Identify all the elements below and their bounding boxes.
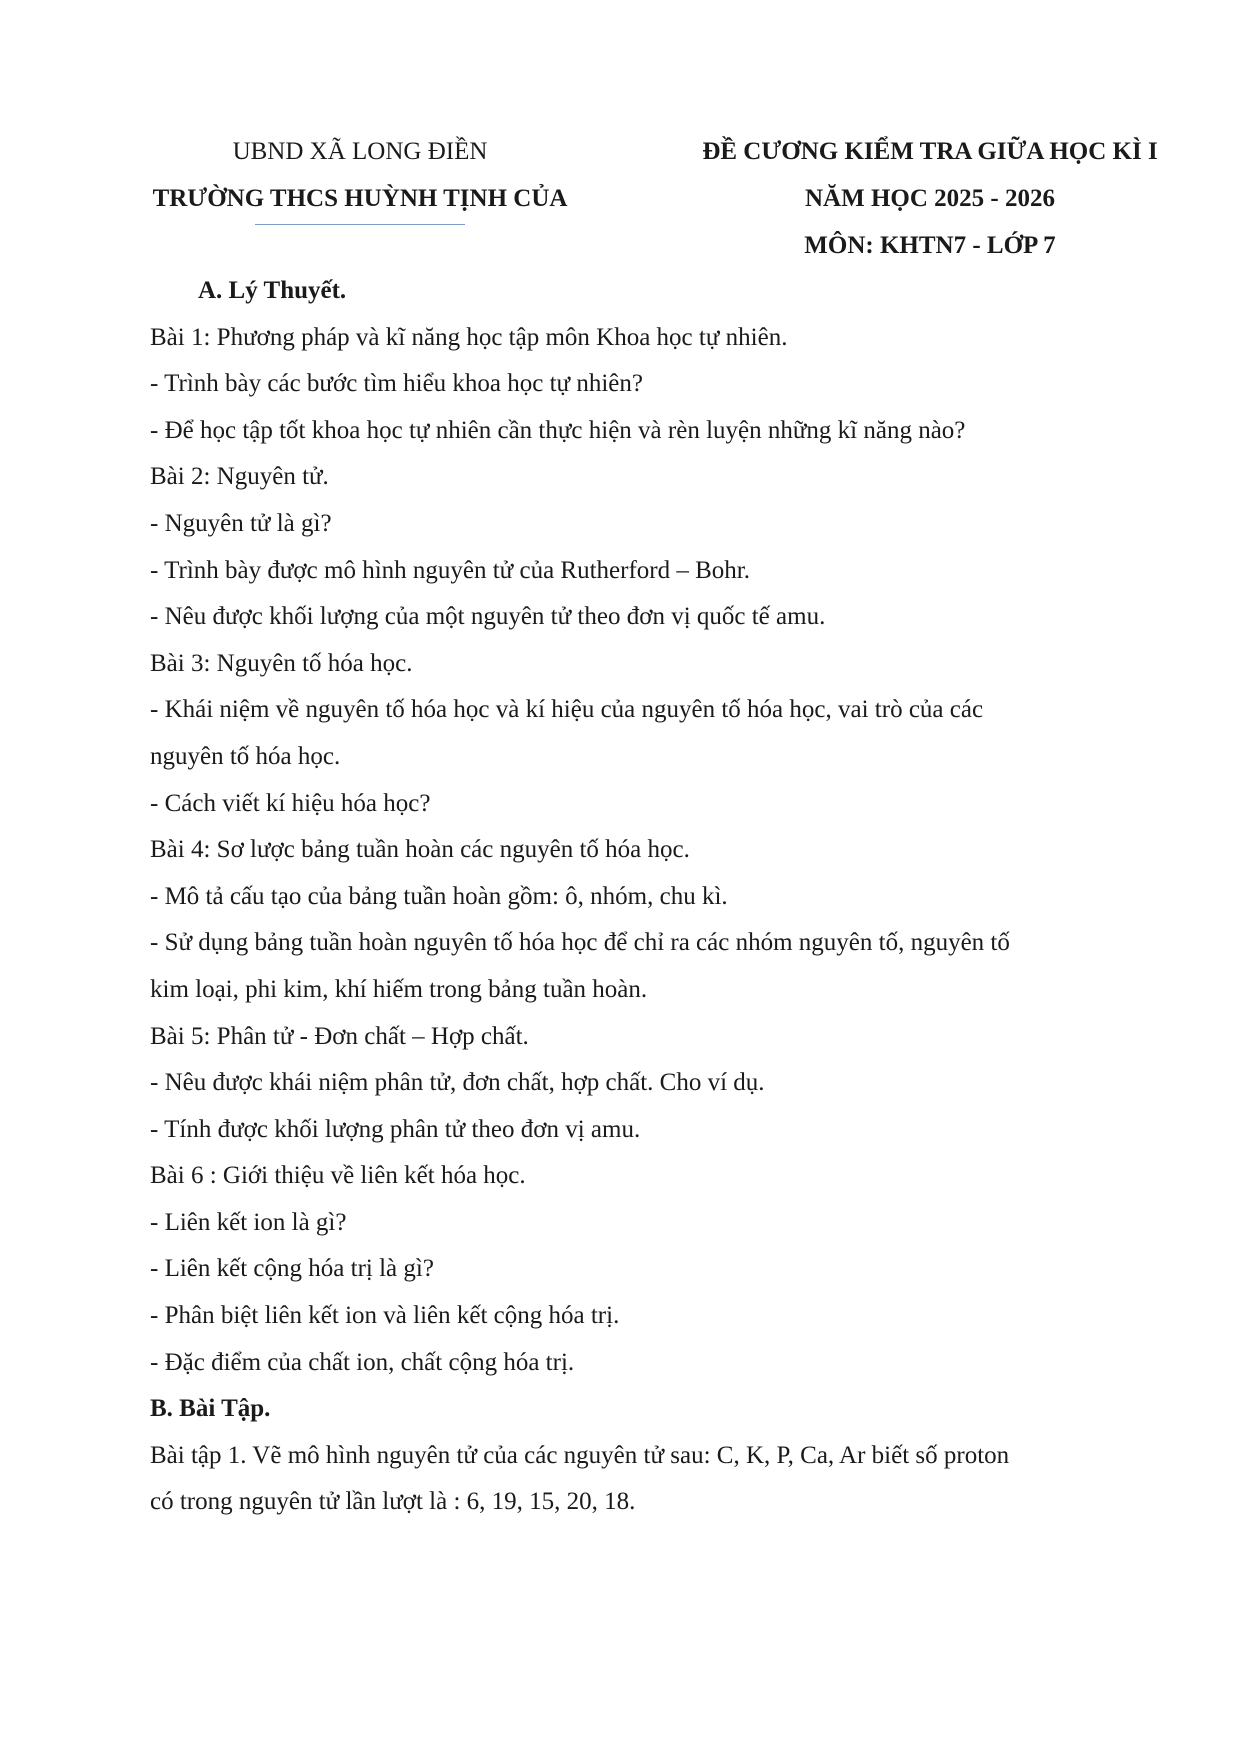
document-body	[150, 268, 1150, 1526]
theory-line: Bài 3: Nguyên tố hóa học.	[150, 649, 413, 677]
theory-line: - Mô tả cấu tạo của bảng tuần hoàn gồm: ô, nhóm, chu kì.	[150, 882, 728, 910]
theory-line: Bài 2: Nguyên tử.	[150, 463, 329, 491]
theory-line: - Nêu được khối lượng của một nguyên tử theo đơn vị quốc tế amu.	[150, 603, 826, 631]
subject-class: MÔN: KHTN7 - LỚP 7	[804, 232, 1056, 259]
department-name: UBND XÃ LONG ĐIỀN	[232, 138, 488, 165]
theory-line: kim loại, phi kim, khí hiếm trong bảng tuần hoàn.	[150, 975, 648, 1003]
theory-line: Bài 4: Sơ lược bảng tuần hoàn các nguyên tố hóa học.	[150, 836, 690, 864]
exercise-line: có trong nguyên tử lần lượt là : 6, 19, 15, 20, 18.	[150, 1488, 636, 1516]
header-left	[150, 128, 570, 225]
document-title: ĐỀ CƯƠNG KIỂM TRA GIỮA HỌC KÌ I	[702, 138, 1158, 165]
school-year: NĂM HỌC 2025 - 2026	[805, 185, 1055, 212]
theory-line: - Liên kết ion là gì?	[150, 1208, 347, 1236]
theory-line: - Tính được khối lượng phân tử theo đơn vị amu.	[150, 1115, 641, 1143]
theory-line: - Cách viết kí hiệu hóa học?	[150, 789, 431, 817]
school-name: TRƯỜNG THCS HUỲNH TỊNH CỦA	[152, 185, 568, 212]
theory-line: - Để học tập tốt khoa học tự nhiên cần thực hiện và rèn luyện những kĩ năng nào?	[150, 416, 966, 444]
section-b-title: B. Bài Tập.	[150, 1395, 271, 1423]
theory-line: Bài 5: Phân tử - Đơn chất – Hợp chất.	[150, 1022, 529, 1050]
theory-line: - Trình bày được mô hình nguyên tử của Rutherford – Bohr.	[150, 556, 750, 584]
section-a-title: A. Lý Thuyết.	[198, 277, 347, 304]
theory-line: Bài 6 : Giới thiệu về liên kết hóa học.	[150, 1162, 526, 1190]
header-right	[670, 128, 1190, 269]
header-divider	[255, 224, 465, 225]
theory-line: - Khái niệm về nguyên tố hóa học và kí hiệu của nguyên tố hóa học, vai trò của các	[150, 696, 984, 724]
theory-line: - Liên kết cộng hóa trị là gì?	[150, 1255, 434, 1283]
theory-line: nguyên tố hóa học.	[150, 742, 341, 770]
theory-line: - Nêu được khái niệm phân tử, đơn chất, hợp chất. Cho ví dụ.	[150, 1069, 765, 1097]
theory-line: - Trình bày các bước tìm hiểu khoa học tự nhiên?	[150, 370, 643, 398]
theory-line: - Phân biệt liên kết ion và liên kết cộng hóa trị.	[150, 1302, 620, 1330]
theory-line: - Nguyên tử là gì?	[150, 509, 332, 537]
theory-line: - Sử dụng bảng tuần hoàn nguyên tố hóa học để chỉ ra các nhóm nguyên tố, nguyên tố	[150, 929, 1010, 957]
theory-line: Bài 1: Phương pháp và kĩ năng học tập môn Khoa học tự nhiên.	[150, 323, 788, 351]
theory-line: - Đặc điểm của chất ion, chất cộng hóa trị.	[150, 1348, 575, 1376]
exercise-line: Bài tập 1. Vẽ mô hình nguyên tử của các nguyên tử sau: C, K, P, Ca, Ar biết số proton	[150, 1441, 1010, 1469]
